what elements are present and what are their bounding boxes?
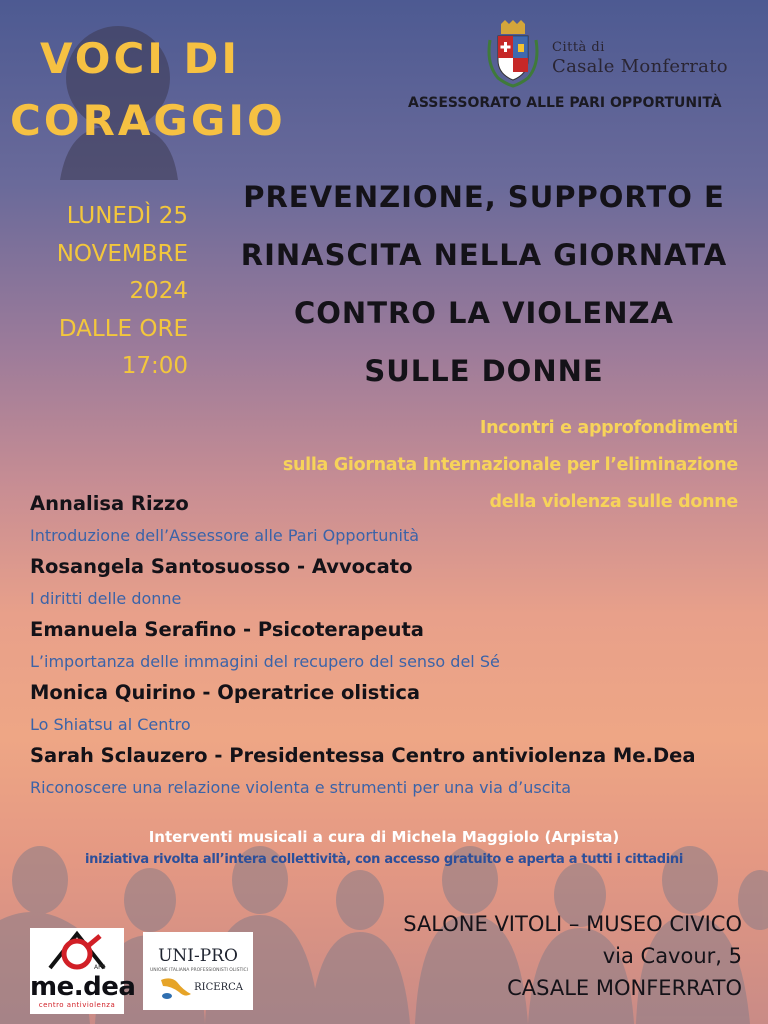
alpha-icon bbox=[30, 928, 124, 974]
headline-line-3: CONTRO LA VIOLENZA bbox=[293, 296, 674, 330]
initiative-note: iniziativa rivolta all’intera collettività, con accesso gratuito e aperta a tutti i cittadini bbox=[84, 852, 684, 867]
headline-line-4: SULLE DONNE bbox=[364, 354, 604, 388]
department-name: ASSESSORATO ALLE PARI OPPORTUNITÀ bbox=[408, 95, 722, 111]
medea-sub: centro antiviolenza bbox=[38, 1001, 116, 1009]
headline-line-2: RINASCITA NELLA GIORNATA bbox=[240, 238, 728, 272]
speaker-name: Monica Quirino - Operatrice olistica bbox=[30, 681, 421, 704]
poster-title bbox=[10, 28, 286, 152]
speaker-name: Sarah Sclauzero - Presidentessa Centro antiviolenza Me.Dea bbox=[30, 744, 696, 767]
headline-line-1: PREVENZIONE, SUPPORTO E bbox=[243, 180, 725, 214]
unipro-tag: RICERCA bbox=[194, 982, 243, 993]
date-line-4: DALLE ORE bbox=[58, 315, 188, 342]
unipro-sub: UNIONE ITALIANA PROFESSIONISTI OLISTICI bbox=[150, 968, 248, 973]
speaker-name: Emanuela Serafino - Psicoterapeuta bbox=[30, 618, 424, 641]
date-line-5: 17:00 bbox=[121, 353, 188, 379]
music-note: Interventi musicali a cura di Michela Maggiolo (Arpista) bbox=[148, 828, 620, 846]
speaker-topic: Lo Shiatsu al Centro bbox=[30, 715, 191, 734]
title-line-1: VOCI DI bbox=[39, 34, 241, 83]
title-line-2: CORAGGIO bbox=[10, 96, 286, 145]
event-headline bbox=[200, 168, 768, 400]
speaker-topic: I diritti delle donne bbox=[30, 589, 182, 608]
city-label: Città di bbox=[552, 40, 605, 55]
date-line-2: NOVEMBRE bbox=[56, 240, 188, 267]
unipro-logo bbox=[143, 932, 253, 1010]
date-line-1: LUNEDÌ 25 bbox=[66, 203, 188, 229]
speaker-item bbox=[30, 488, 750, 551]
medea-name: me.dea bbox=[30, 972, 136, 1002]
city-name: Casale Monferrato bbox=[552, 56, 728, 77]
speaker-topic: Riconoscere una relazione violenta e strumenti per una via d’uscita bbox=[30, 778, 572, 797]
venue-line-2: via Cavour, 5 bbox=[602, 944, 742, 968]
speaker-item bbox=[30, 551, 750, 614]
speaker-name: Rosangela Santosuosso - Avvocato bbox=[30, 555, 413, 578]
speaker-topic: L’importanza delle immagini del recupero del senso del Sé bbox=[30, 652, 500, 671]
city-crest-icon bbox=[484, 20, 542, 88]
speaker-list bbox=[30, 488, 750, 803]
subtitle-line-2: sulla Giornata Internazionale per l’eliminazione bbox=[282, 455, 738, 475]
speaker-name: Annalisa Rizzo bbox=[30, 492, 189, 515]
date-line-3: 2024 bbox=[129, 278, 188, 304]
event-venue bbox=[300, 908, 742, 1004]
medea-logo bbox=[30, 928, 136, 1014]
subtitle-line-3: della violenza sulle donne bbox=[489, 492, 738, 512]
venue-line-3: CASALE MONFERRATO bbox=[507, 976, 742, 1000]
venue-line-1: SALONE VITOLI – MUSEO CIVICO bbox=[403, 912, 742, 936]
unipro-name: UNI-PRO bbox=[158, 946, 238, 966]
speaker-topic: Introduzione dell’Assessore alle Pari Opportunità bbox=[30, 526, 420, 545]
speaker-item bbox=[30, 677, 750, 740]
medea-tag: APS bbox=[94, 964, 106, 971]
speaker-item bbox=[30, 614, 750, 677]
event-date bbox=[20, 198, 188, 386]
speaker-item bbox=[30, 740, 750, 803]
subtitle-line-1: Incontri e approfondimenti bbox=[479, 418, 738, 438]
